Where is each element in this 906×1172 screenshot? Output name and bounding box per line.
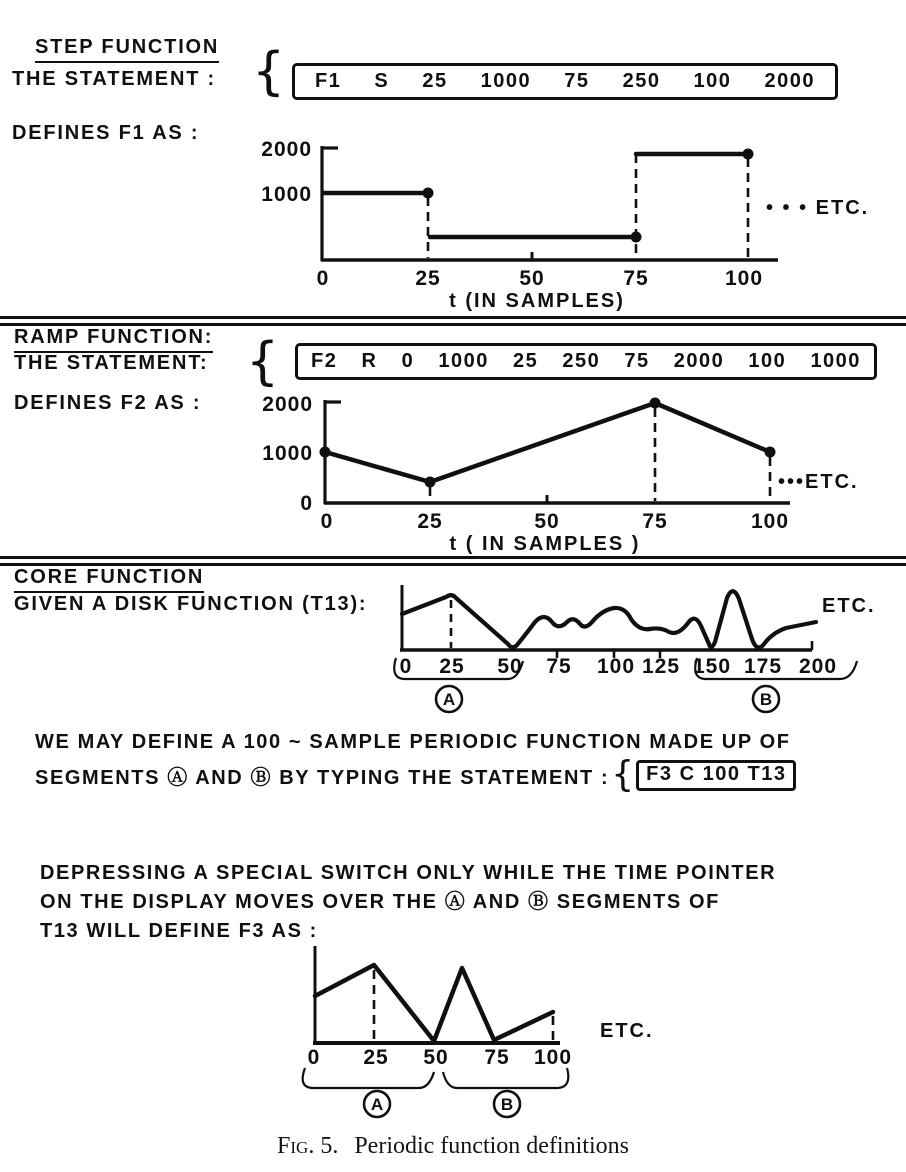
segment-braces (303, 1068, 569, 1088)
x-tick-label: 50 (423, 1046, 449, 1069)
x-tick-label: 125 (641, 655, 681, 678)
statement-label-ramp: THE STATEMENT: (14, 352, 209, 374)
x-tick-label: 75 (484, 1046, 510, 1069)
paragraph-line: ON THE DISPLAY MOVES OVER THE Ⓐ AND Ⓑ SEGMENTS OF (40, 891, 720, 913)
x-tick-label: 50 (519, 267, 545, 290)
statement-token: 250 (562, 350, 601, 372)
statement-token: 75 (624, 350, 650, 372)
section-heading-core: CORE FUNCTION (14, 566, 204, 593)
y-tick-label: 2000 (261, 138, 312, 161)
paragraph-line: SEGMENTS Ⓐ AND Ⓑ BY TYPING THE STATEMENT : (35, 766, 610, 789)
left-brace-ramp: { (246, 332, 280, 392)
statement-token: S (374, 70, 390, 92)
statement-token: R (361, 350, 378, 372)
statement-token: 2000 (673, 350, 725, 372)
disk-chart-axes (400, 585, 812, 658)
y-tick-label: 2000 (262, 393, 313, 416)
statement-token: F1 (315, 70, 342, 92)
x-tick-label: 100 (750, 510, 790, 533)
statement-label-step: THE STATEMENT : (12, 68, 217, 90)
x-tick-label: 25 (415, 267, 441, 290)
step-chart-dashed-droplines (428, 154, 748, 258)
step-chart-series-f1 (323, 154, 748, 237)
x-tick-label: 200 (798, 655, 838, 678)
x-tick-label: 25 (417, 510, 443, 533)
statement-box-f3: F3 C 100 T13 (636, 760, 796, 791)
paragraph-line: WE MAY DEFINE A 100 ~ SAMPLE PERIODIC FUNCTION MADE UP OF (35, 731, 791, 753)
segment-brace-a (303, 1068, 434, 1088)
given-disk-function-label: GIVEN A DISK FUNCTION (T13): (14, 593, 368, 615)
ramp-chart (230, 390, 890, 555)
disk-chart-series-t13 (402, 591, 816, 647)
f3-chart-dashed-droplines (374, 970, 553, 1040)
x-axis-label: t ( IN SAMPLES ) (449, 533, 641, 555)
x-tick-label: 0 (307, 1046, 321, 1069)
paragraph-line-with-box (35, 754, 796, 795)
f3-chart-series (315, 965, 553, 1041)
statement-paragraph (35, 731, 796, 793)
y-tick-label: 0 (300, 492, 313, 515)
left-brace-step: { (252, 42, 286, 102)
section-divider (0, 556, 906, 566)
figure-caption-label: Fig. 5. (277, 1133, 339, 1159)
segment-label-a: A (442, 690, 456, 709)
etc-annotation: •••ETC. (778, 471, 859, 493)
x-tick-label: 0 (320, 510, 334, 533)
ramp-chart-series-f2 (325, 403, 770, 482)
section-divider (0, 316, 906, 326)
x-tick-label: 0 (316, 267, 330, 290)
statement-token: 25 (512, 350, 539, 372)
x-tick-label: 100 (596, 655, 636, 678)
segment-label-b: B (500, 1095, 514, 1114)
segment-brace-b (443, 1068, 568, 1088)
statement-token: 0 (401, 350, 415, 372)
left-brace-f3: { (611, 754, 635, 795)
segment-label-b: B (759, 690, 773, 709)
statement-token: 25 (422, 70, 448, 92)
statement-box-ramp (295, 343, 877, 380)
defines-label-f1: DEFINES F1 AS : (12, 122, 200, 144)
figure-caption (0, 1133, 906, 1160)
y-tick-label: 1000 (261, 183, 312, 206)
statement-token: 250 (622, 70, 661, 92)
statement-token: 100 (748, 350, 787, 372)
statement-token: 1000 (438, 350, 489, 372)
statement-token: F2 (311, 350, 338, 372)
x-axis-label: t (IN SAMPLES) (449, 290, 625, 312)
step-chart-axes (321, 146, 778, 261)
step-chart (230, 128, 890, 314)
paragraph-line: DEPRESSING A SPECIAL SWITCH ONLY WHILE THE TIME POINTER (40, 862, 777, 884)
f3-chart (280, 936, 700, 1122)
disk-function-chart (385, 576, 900, 718)
figure-caption-text: Periodic function definitions (354, 1133, 629, 1159)
etc-annotation: • • • ETC. (766, 197, 870, 219)
statement-token: 1000 (810, 350, 861, 372)
etc-annotation: ETC. (822, 595, 876, 617)
etc-annotation: ETC. (600, 1020, 654, 1042)
statement-token: 2000 (764, 70, 815, 92)
y-tick-label: 1000 (262, 442, 313, 465)
section-heading-step: STEP FUNCTION (35, 36, 219, 63)
x-tick-label: 0 (399, 655, 413, 678)
x-tick-label: 50 (534, 510, 560, 533)
x-tick-label: 175 (743, 655, 783, 678)
x-tick-label: 75 (623, 267, 649, 290)
statement-box-step (292, 63, 838, 100)
step-chart-markers (423, 149, 754, 243)
statement-token: 1000 (480, 70, 532, 92)
ramp-chart-axes (324, 400, 790, 504)
x-tick-label: 25 (363, 1046, 389, 1069)
x-tick-label: 75 (546, 655, 572, 678)
x-tick-label: 100 (724, 267, 764, 290)
segment-label-a: A (370, 1095, 384, 1114)
defines-label-f2: DEFINES F2 AS : (14, 392, 202, 414)
statement-token: 100 (693, 70, 732, 92)
switch-paragraph (40, 859, 776, 946)
x-tick-label: 150 (692, 655, 732, 678)
x-tick-label: 25 (439, 655, 465, 678)
statement-token: 75 (564, 70, 590, 92)
x-tick-label: 100 (533, 1046, 573, 1069)
paragraph-line: T13 WILL DEFINE F3 AS : (40, 920, 318, 942)
section-heading-ramp: RAMP FUNCTION: (14, 326, 213, 353)
x-tick-label: 50 (497, 655, 523, 678)
x-tick-label: 75 (642, 510, 668, 533)
